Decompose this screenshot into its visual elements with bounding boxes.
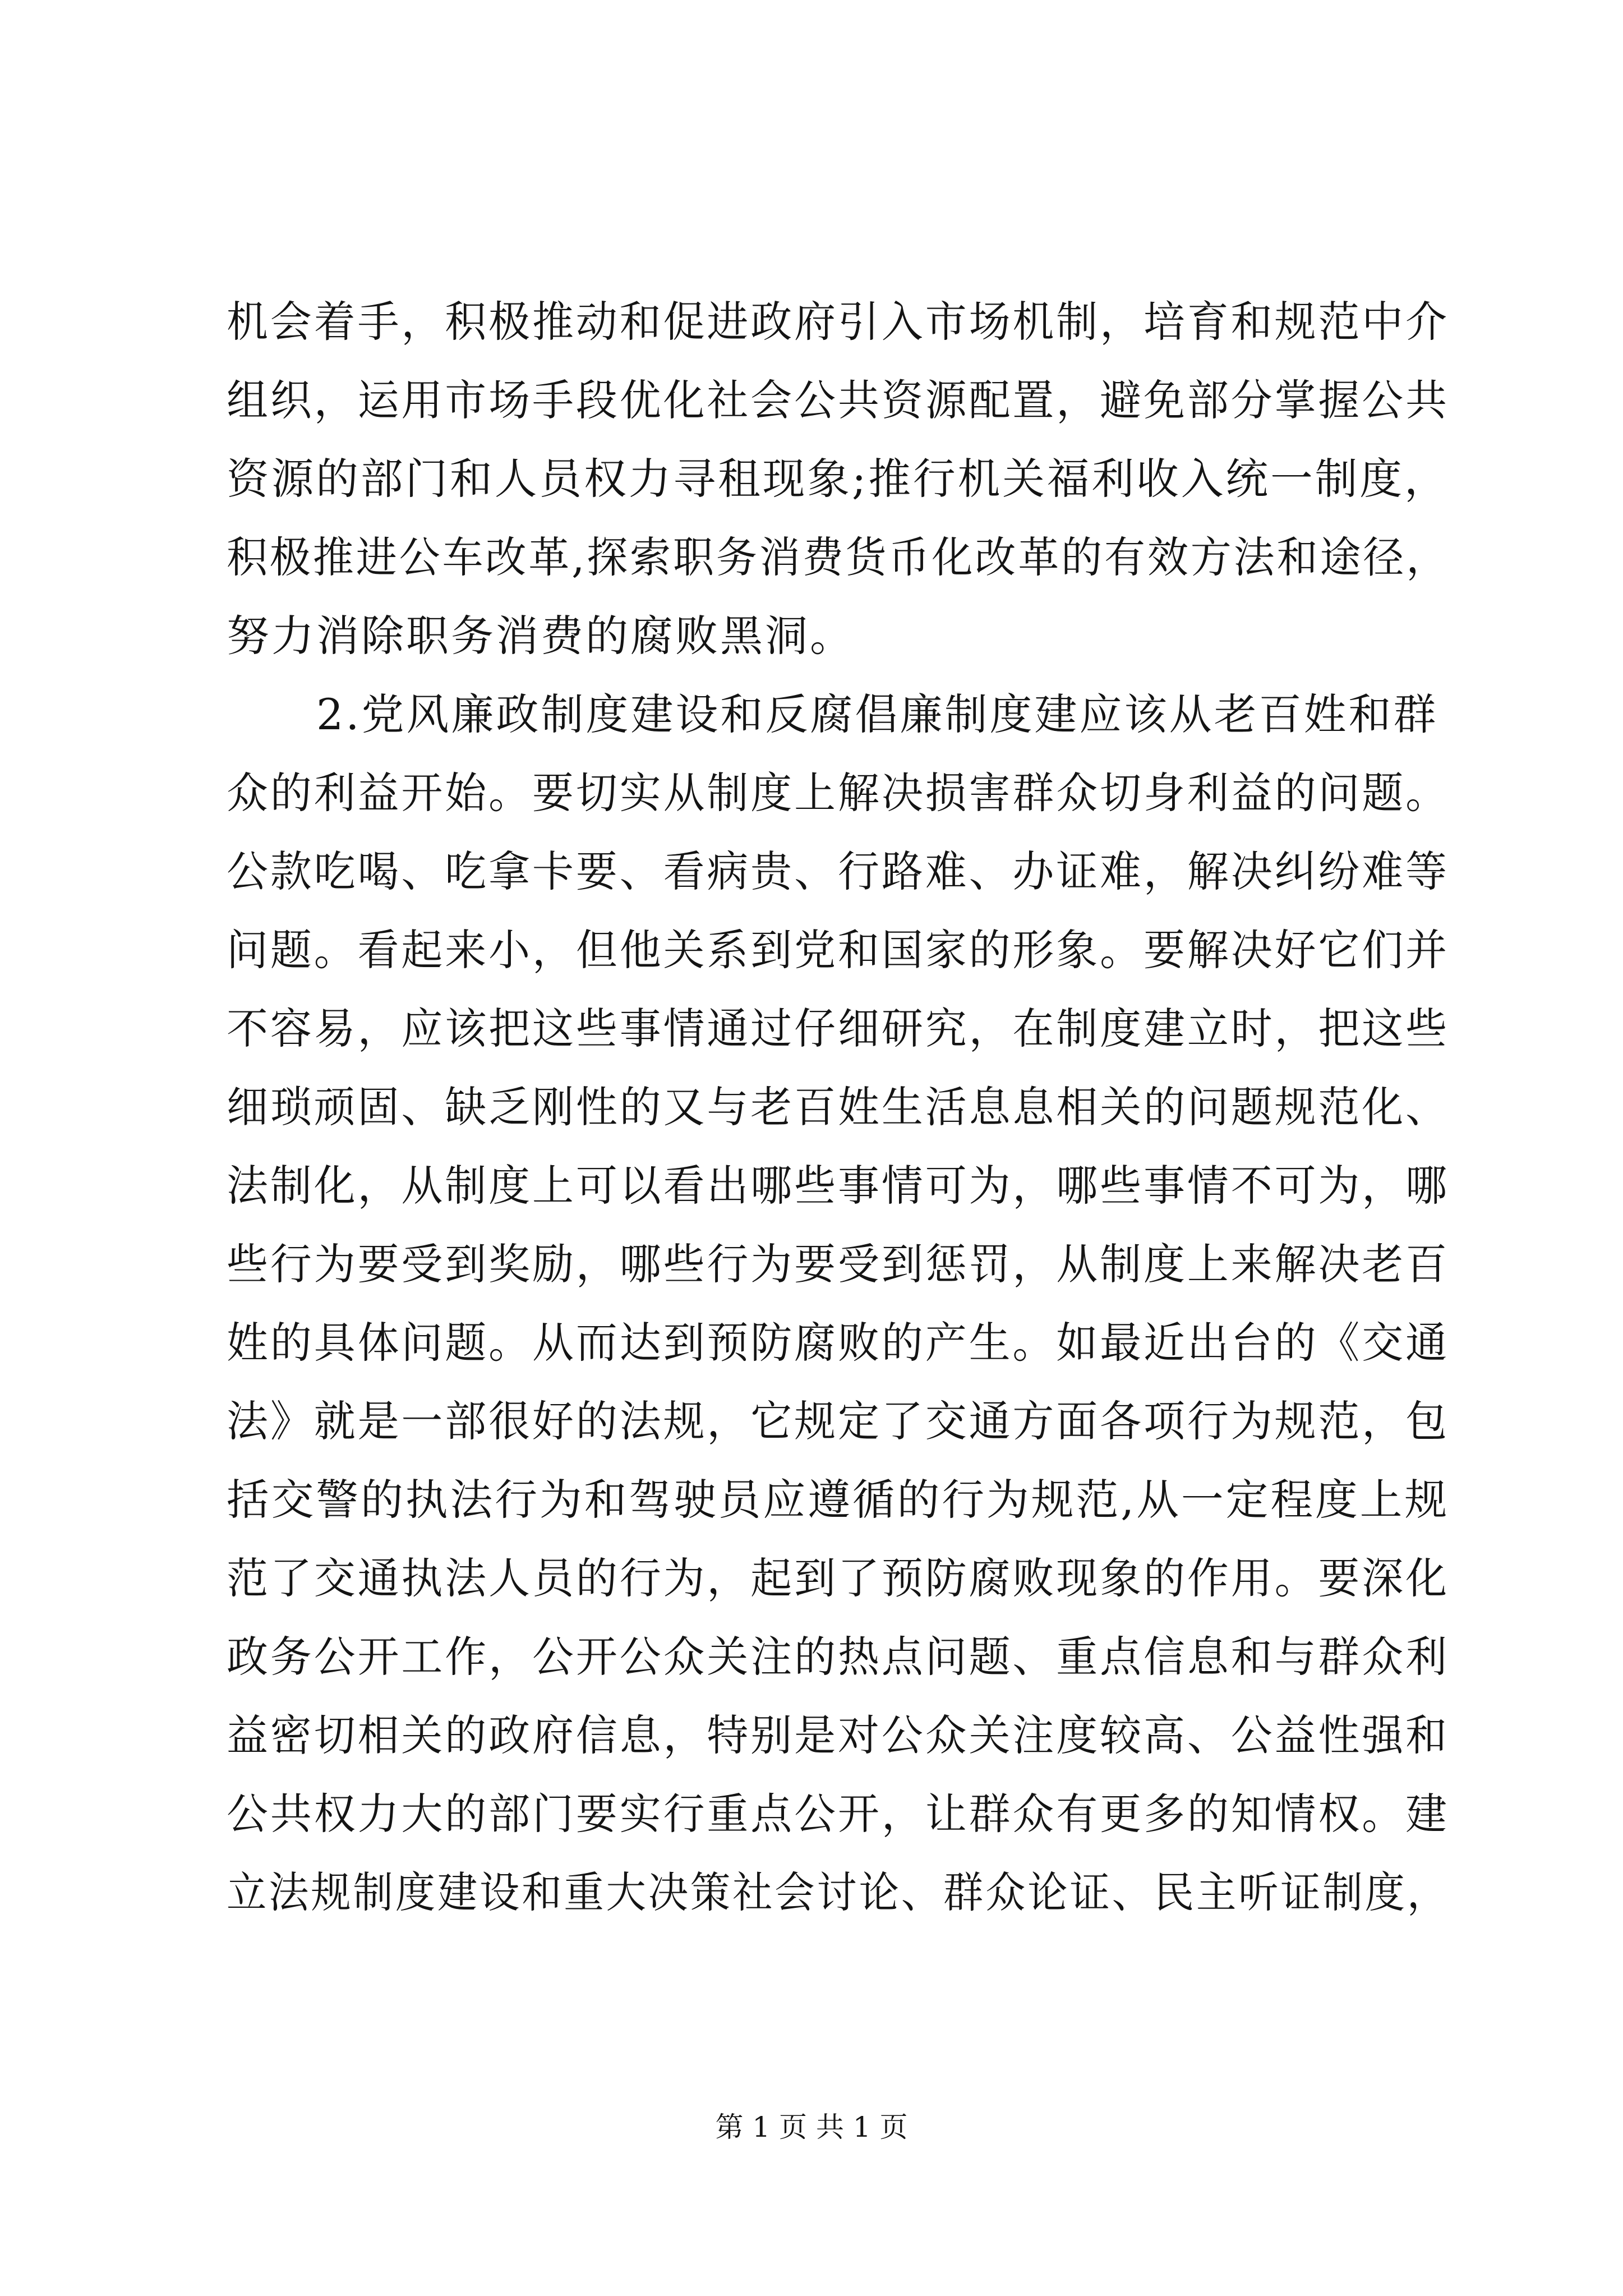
text-line: 立法规制度建设和重大决策社会讨论、群众论证、民主听证制度，	[227, 1867, 1449, 1917]
text-line: 法制化，从制度上可以看出哪些事情可为，哪些事情不可为，哪	[227, 1161, 1449, 1211]
text-line: 政务公开工作，公开公众关注的热点问题、重点信息和与群众利	[227, 1632, 1449, 1682]
text-line: 公款吃喝、吃拿卡要、看病贵、行路难、办证难，解决纠纷难等	[227, 846, 1449, 896]
text-line: 资源的部门和人员权力寻租现象;推行机关福利收入统一制度，	[227, 454, 1449, 504]
text-line: 努力消除职务消费的腐败黑洞。	[227, 611, 855, 661]
text-line: 法》就是一部很好的法规，它规定了交通方面各项行为规范，包	[227, 1396, 1449, 1446]
text-line: 机会着手，积极推动和促进政府引入市场机制，培育和规范中介	[227, 297, 1449, 347]
text-line: 范了交通执法人员的行为，起到了预防腐败现象的作用。要深化	[227, 1553, 1449, 1603]
text-line: 2.党风廉政制度建设和反腐倡廉制度建应该从老百姓和群	[227, 689, 1438, 739]
text-line: 积极推进公车改革,探索职务消费货币化改革的有效方法和途径，	[227, 532, 1450, 582]
text-line: 些行为要受到奖励，哪些行为要受到惩罚，从制度上来解决老百	[227, 1239, 1449, 1289]
text-line: 益密切相关的政府信息，特别是对公众关注度较高、公益性强和	[227, 1710, 1449, 1760]
text-line: 姓的具体问题。从而达到预防腐败的产生。如最近出台的《交通	[227, 1318, 1449, 1368]
text-line: 组织，运用市场手段优化社会公共资源配置，避免部分掌握公共	[227, 375, 1449, 425]
text-line: 众的利益开始。要切实从制度上解决损害群众切身利益的问题。	[227, 768, 1449, 818]
text-line: 细琐顽固、缺乏刚性的又与老百姓生活息息相关的问题规范化、	[227, 1082, 1449, 1132]
text-line: 不容易，应该把这些事情通过仔细研究，在制度建立时，把这些	[227, 1004, 1449, 1053]
text-line: 括交警的执法行为和驾驶员应遵循的行为规范,从一定程度上规	[227, 1475, 1450, 1525]
text-line: 公共权力大的部门要实行重点公开，让群众有更多的知情权。建	[227, 1789, 1449, 1839]
page-footer: 第 1 页 共 1 页	[715, 2111, 908, 2143]
text-line: 问题。看起来小，但他关系到党和国家的形象。要解决好它们并	[227, 925, 1449, 975]
